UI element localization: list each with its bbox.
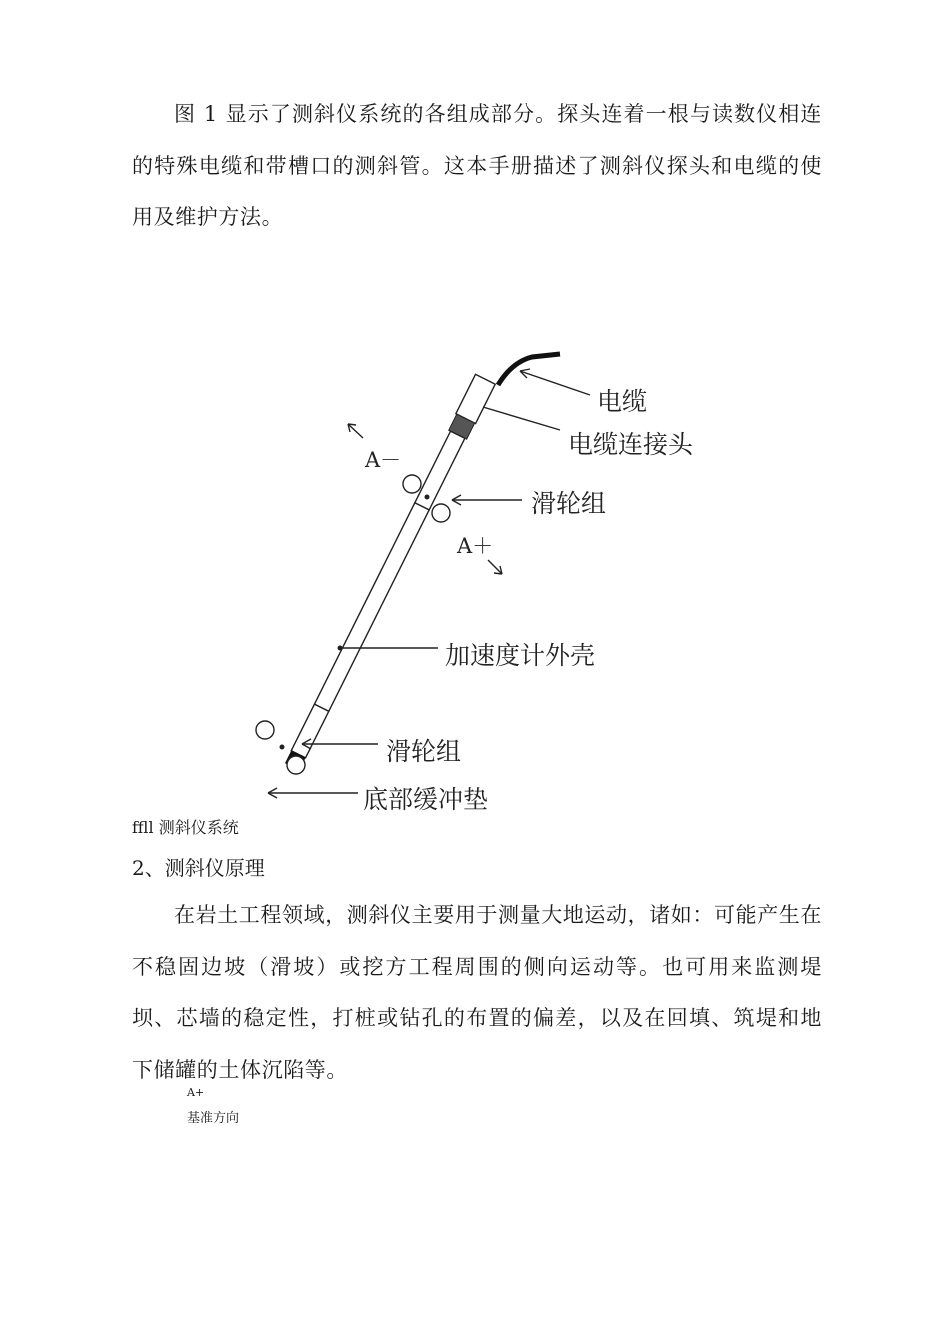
label-wheel-set-top: 滑轮组 xyxy=(531,489,607,518)
bottom-wheel-right xyxy=(287,756,305,774)
intro-paragraph: 图 1 显示了测斜仪系统的各组成部分。探头连着一根与读数仪相连的特殊电缆和带槽口的测斜管。这本手册描述了测斜仪探头和电缆的使用及维护方法。 xyxy=(132,102,822,229)
reference-direction-label: 基准方向 xyxy=(187,1111,240,1126)
label-bottom-bumper: 底部缓冲垫 xyxy=(363,785,489,814)
bottom-wheel-left xyxy=(256,721,274,739)
label-cable: 电缆 xyxy=(597,387,648,416)
probe-lower xyxy=(291,704,329,758)
label-accelerometer-housing: 加速度计外壳 xyxy=(445,641,596,670)
label-wheel-set-bottom: 滑轮组 xyxy=(386,737,462,766)
probe-housing xyxy=(314,503,429,711)
inclinometer-system-figure xyxy=(0,330,950,830)
label-a-plus: A＋ xyxy=(457,534,494,558)
figure-caption: ffll 测斜仪系统 xyxy=(132,818,239,837)
label-a-minus: A－ xyxy=(365,448,402,472)
principle-paragraph: 在岩土工程领域，测斜仪主要用于测量大地运动，诸如：可能产生在不稳固边坡（滑坡）或挖方工程周围的侧向运动等。也可用来监测堤坝、芯墙的稳定性，打桩或钻孔的布置的偏差，以及在回填、筑堤和地下储罐的土体沉陷等。 xyxy=(132,903,822,1082)
label-cable-connector: 电缆连接头 xyxy=(568,430,694,459)
probe-upper xyxy=(415,431,465,510)
small-a-plus-label: A+ xyxy=(187,1086,205,1099)
top-wheel-right xyxy=(432,504,450,522)
top-wheel-left xyxy=(403,475,421,493)
section-heading: 2、测斜仪原理 xyxy=(132,856,265,880)
